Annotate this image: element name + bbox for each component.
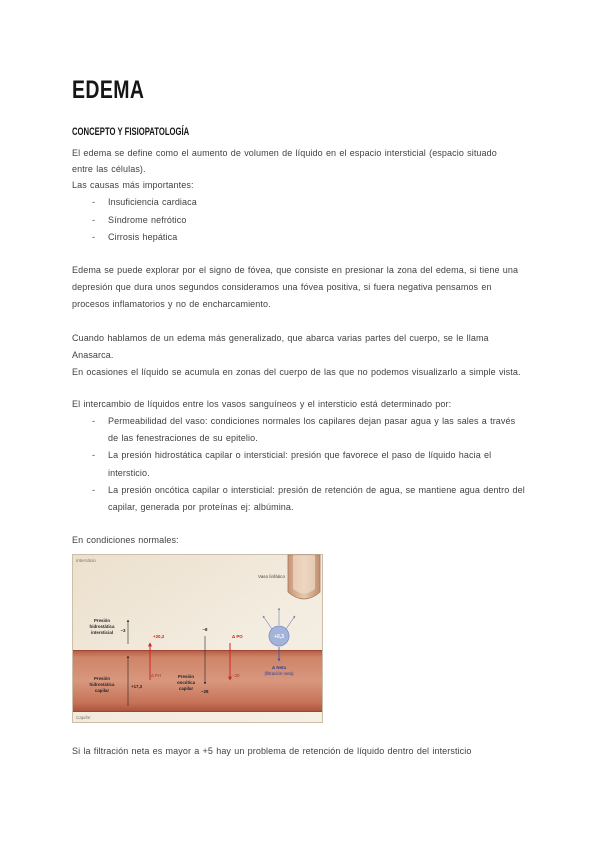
list-item (92, 212, 532, 230)
fovea-paragraph (72, 262, 532, 313)
capillary-hydrostatic-value: +17,3 (131, 684, 143, 689)
bullet-dash: - (92, 197, 96, 207)
bullet-dash: - (92, 450, 96, 461)
bullet-dash: - (92, 415, 96, 426)
text-line: Edema se puede explorar por el signo de fóvea, que consiste en presionar la zona del edema, si tiene una (72, 264, 519, 275)
capillary-oncotic-label: capilar (178, 686, 194, 691)
capillary-hydrostatic-label: Presión (93, 676, 111, 681)
anasarca-paragraph (72, 330, 532, 381)
capillary-hydrostatic-label: hidrostática (89, 682, 115, 687)
exchange-lead (72, 396, 532, 413)
interstitium-label: Intersticio (76, 558, 96, 563)
starling-forces-figure (72, 554, 323, 723)
capillary-oncotic-label: Presión (177, 674, 195, 679)
bullet-dash: - (92, 214, 96, 225)
lymphatic-vessel-label: Vaso linfático (258, 574, 285, 579)
interstitial-hydrostatic-label: hidrostática (89, 624, 115, 629)
delta-ph-label: Δ PH (151, 673, 162, 678)
delta-po-label: Δ PO (232, 634, 243, 639)
delta-ph-value: +20,3 (153, 634, 165, 639)
interstitial-hydrostatic-label: intersticial (91, 630, 113, 635)
text-line: entre las células). (72, 164, 146, 174)
list-item-text: La presión hidrostática capilar o intersticial: presión que favorece el paso de líquido hacia el (108, 450, 492, 461)
figure-intro-label: En condiciones normales: (72, 534, 179, 545)
capillary-label: Capilar (76, 715, 91, 720)
list-item-text: Permeabilidad del vaso: condiciones normales los capilares dejan pasar agua y las sales a través (108, 415, 516, 426)
net-filtration-label: Δ Neta (272, 665, 286, 670)
text-line: El intercambio de líquidos entre los vasos sanguíneos y el intersticio está determinado por: (72, 398, 452, 409)
list-item-text: Cirrosis hepática (108, 232, 178, 242)
list-item-text: Síndrome nefrótico (108, 214, 187, 225)
intro-paragraph (72, 145, 532, 193)
list-item (92, 194, 532, 212)
page-title: EDEMA (72, 76, 145, 104)
capillary-oncotic-label: oncótica (176, 680, 196, 685)
lymphatic-lumen (293, 555, 315, 594)
text-line: Cuando hablamos de un edema más generalizado, que abarca varias partes del cuerpo, se le llama (72, 332, 489, 343)
delta-po-value: −20 (232, 673, 240, 678)
text-line: En ocasiones el líquido se acumula en zonas del cuerpo de las que no podemos visualizarlo a simple vista. (72, 366, 521, 377)
list-item-text: Insuficiencia cardiaca (108, 197, 197, 207)
capillary-band (73, 650, 322, 712)
text-line: depresión que dura unos segundos consideramos una fóvea positiva, si fuera negativa pensamos en (72, 281, 492, 292)
causes-list (92, 194, 532, 247)
text-line: Las causas más importantes: (72, 180, 194, 190)
net-filtration-value: +0,3 (274, 634, 284, 640)
text-line: El edema se define como el aumento de volumen de líquido en el espacio intersticial (espacio situado (72, 148, 497, 158)
exchange-list (92, 413, 532, 517)
list-item (92, 229, 532, 247)
capillary-oncotic-value: −28 (201, 689, 209, 694)
text-line: Anasarca. (72, 349, 114, 360)
conclusion-paragraph (72, 743, 532, 760)
capillary-hydrostatic-label: capilar (94, 688, 110, 693)
interstitial-hydrostatic-label: Presión (93, 618, 111, 623)
list-item-text: La presión oncótica capilar o intersticial: presión de retención de agua, se mantiene agua dentro del (108, 484, 525, 495)
text-line: Si la filtración neta es mayor a +5 hay un problema de retención de líquido dentro del intersticio (72, 745, 472, 756)
list-item (92, 413, 532, 430)
list-item-continuation: de las fenestraciones de su epitelio. (108, 433, 258, 444)
list-item (92, 447, 532, 464)
bullet-dash: - (92, 484, 96, 495)
interstitial-oncotic-value: −8 (202, 627, 208, 632)
normal-conditions-label-block (72, 532, 532, 549)
net-filtration-label: (filtración neta) (264, 671, 294, 676)
list-item-continuation: intersticio. (108, 467, 150, 478)
bullet-dash: - (92, 232, 96, 242)
list-item-continuation: capilar, generada por proteínas ej: albúmina. (108, 502, 294, 513)
section-heading: CONCEPTO Y FISIOPATOLOGÍA (72, 126, 190, 138)
starling-diagram (72, 554, 323, 723)
interstitial-hydrostatic-value: −3 (120, 628, 126, 633)
list-item (92, 482, 532, 499)
text-line: procesos inflamatorios y no de encharcamiento. (72, 298, 271, 309)
